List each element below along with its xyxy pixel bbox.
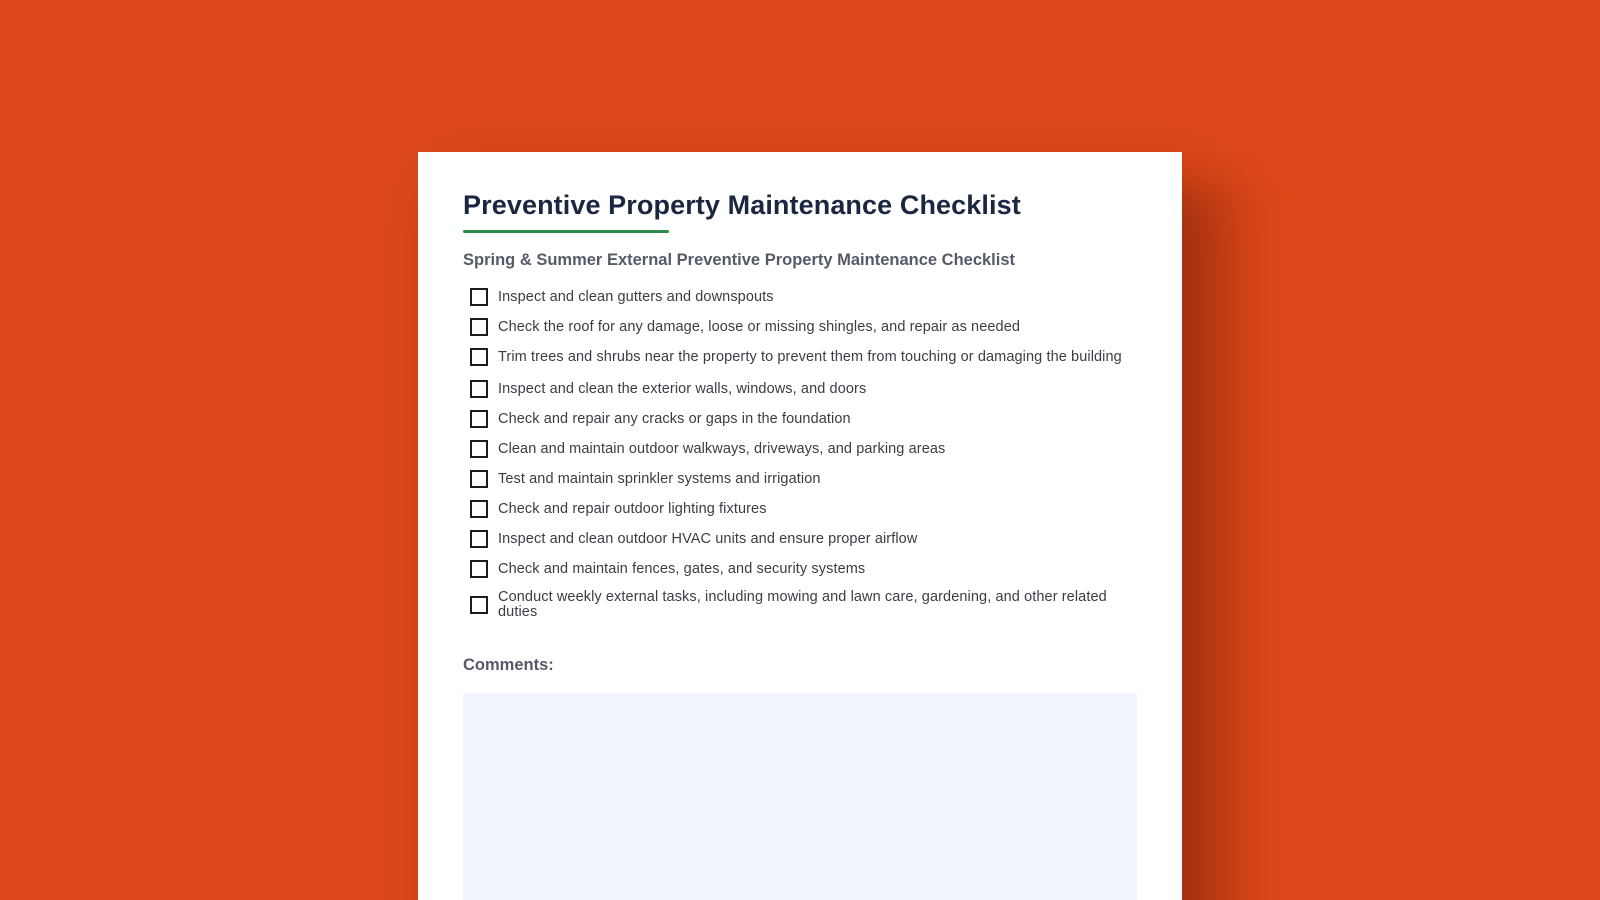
checkbox[interactable] [470, 470, 488, 488]
checklist-item-label: Check and repair outdoor lighting fixtures [498, 500, 767, 517]
checkbox[interactable] [470, 596, 488, 614]
checkbox[interactable] [470, 560, 488, 578]
section-heading: Spring & Summer External Preventive Property Maintenance Checklist [463, 251, 1016, 269]
checkbox[interactable] [470, 530, 488, 548]
checkbox[interactable] [470, 318, 488, 336]
checklist-item-label: Check and maintain fences, gates, and security systems [498, 560, 866, 577]
checklist-item [470, 590, 1130, 620]
checkbox[interactable] [470, 410, 488, 428]
checklist-item [470, 500, 1130, 518]
checklist-item [470, 410, 1130, 428]
checklist-item-label: Clean and maintain outdoor walkways, driveways, and parking areas [498, 440, 946, 457]
checkbox[interactable] [470, 348, 488, 366]
checklist-item-label: Check the roof for any damage, loose or missing shingles, and repair as needed [498, 318, 1021, 335]
checklist-item-label: Check and repair any cracks or gaps in the foundation [498, 410, 851, 427]
checklist-item [470, 560, 1130, 578]
comments-label: Comments: [463, 656, 554, 674]
checkbox[interactable] [470, 288, 488, 306]
checklist-item-label: Trim trees and shrubs near the property to prevent them from touching or damaging the building [498, 348, 1122, 365]
document-title: Preventive Property Maintenance Checklist [463, 190, 1021, 220]
checklist-item [470, 380, 1130, 398]
checklist-document [418, 152, 1182, 900]
checklist-item [470, 318, 1130, 336]
checklist-item [470, 288, 1130, 306]
checklist-item-label: Inspect and clean the exterior walls, windows, and doors [498, 380, 867, 397]
checklist-item-label: Inspect and clean gutters and downspouts [498, 288, 774, 305]
checkbox[interactable] [470, 440, 488, 458]
title-underline [463, 230, 669, 233]
checklist-item-label: Test and maintain sprinkler systems and irrigation [498, 470, 821, 487]
checklist-item [470, 530, 1130, 548]
checklist-item-label: Inspect and clean outdoor HVAC units and ensure proper airflow [498, 530, 918, 547]
checklist-item [470, 348, 1130, 366]
checkbox[interactable] [470, 380, 488, 398]
checklist-item [470, 440, 1130, 458]
checklist-item-label: Conduct weekly external tasks, including mowing and lawn care, gardening, and other related duties [498, 589, 1107, 620]
checklist-item [470, 470, 1130, 488]
comments-field[interactable] [463, 693, 1137, 900]
checklist [470, 288, 1130, 634]
checkbox[interactable] [470, 500, 488, 518]
